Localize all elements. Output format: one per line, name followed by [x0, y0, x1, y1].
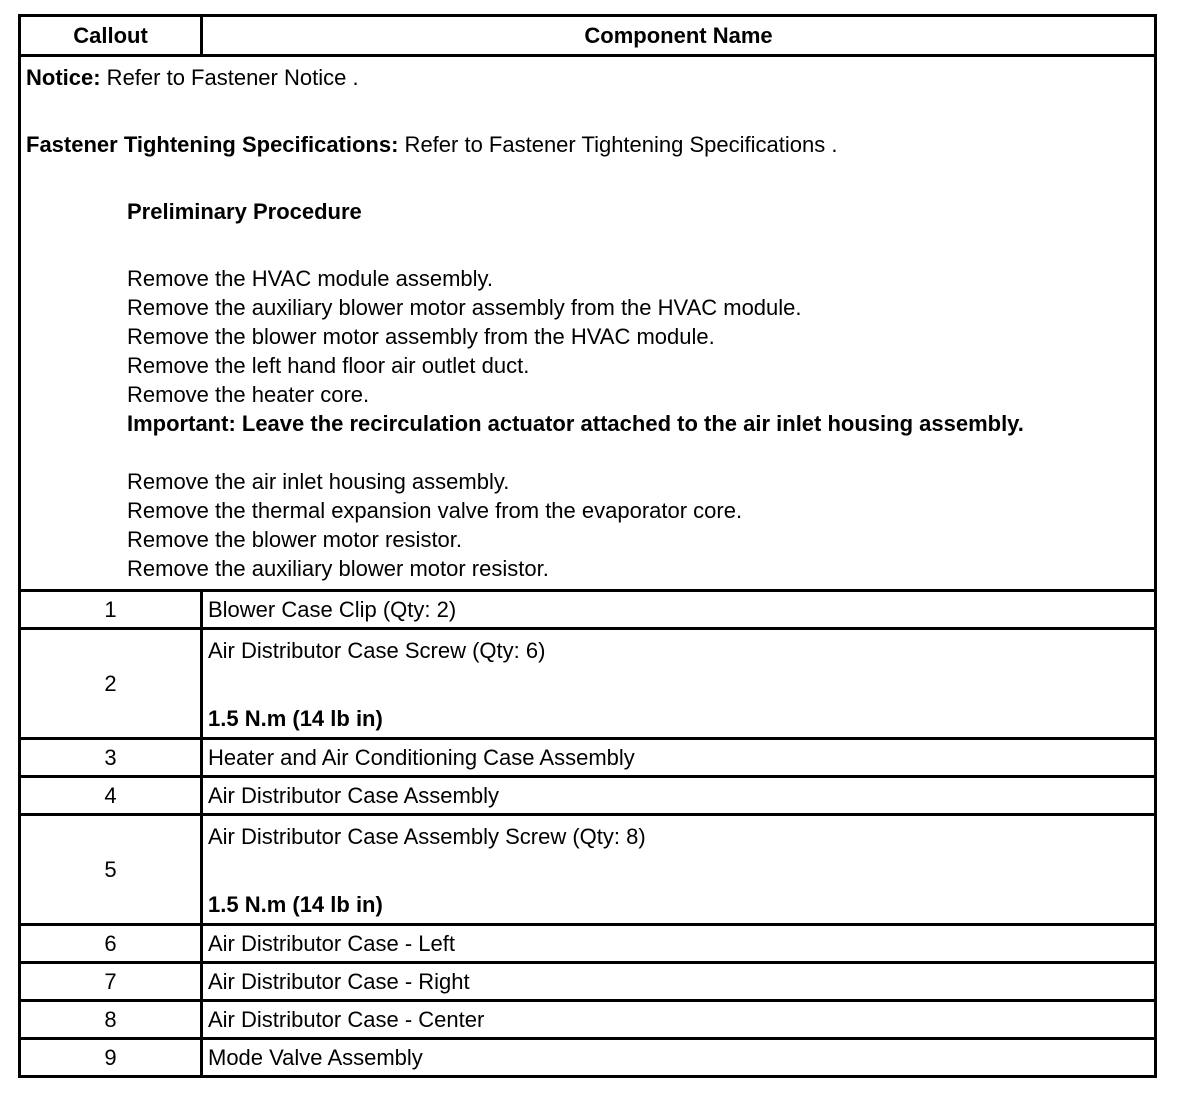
procedure-step: Remove the auxiliary blower motor resistor. [127, 556, 549, 581]
procedure-step: Remove the blower motor resistor. [127, 527, 463, 552]
component-name-cell [202, 629, 1156, 739]
callout-number: 1 [20, 591, 202, 629]
component-name-header: Component Name [202, 16, 1156, 56]
table-row [20, 815, 1156, 925]
notice-label: Notice: [26, 65, 101, 90]
callout-number: 6 [20, 925, 202, 963]
table-row [20, 1001, 1156, 1039]
callout-number: 3 [20, 739, 202, 777]
table-row [20, 925, 1156, 963]
procedure-title: Preliminary Procedure [127, 199, 362, 224]
procedure-step: Remove the heater core. [127, 382, 370, 407]
notice-row [20, 56, 1156, 591]
spec-line [26, 130, 1154, 159]
callout-number: 8 [20, 1001, 202, 1039]
table-row [20, 1039, 1156, 1077]
procedure-step: Remove the auxiliary blower motor assembly from the HVAC module. [127, 295, 802, 320]
component-name: Air Distributor Case Assembly [202, 777, 1156, 815]
component-name: Air Distributor Case - Left [202, 925, 1156, 963]
notice-text: Refer to Fastener Notice . [100, 65, 359, 90]
procedure-step: Remove the air inlet housing assembly. [127, 469, 510, 494]
table-row [20, 963, 1156, 1001]
header-row [20, 16, 1156, 56]
table-row [20, 777, 1156, 815]
important-note: Important: Leave the recirculation actuator attached to the air inlet housing assembly. [127, 411, 1024, 436]
spec-label: Fastener Tightening Specifications: [26, 132, 399, 157]
component-name-cell [202, 815, 1156, 925]
callout-number: 9 [20, 1039, 202, 1077]
torque-spec: 1.5 N.m (14 lb in) [208, 706, 383, 731]
component-name: Air Distributor Case Assembly Screw (Qty: 8) [208, 824, 646, 849]
component-name: Air Distributor Case Screw (Qty: 6) [208, 638, 546, 663]
notice-cell [20, 56, 1156, 591]
component-name: Heater and Air Conditioning Case Assembly [202, 739, 1156, 777]
callout-number: 2 [20, 629, 202, 739]
torque-spec: 1.5 N.m (14 lb in) [208, 892, 383, 917]
component-table [18, 14, 1157, 1078]
spec-text: Refer to Fastener Tightening Specifications . [398, 132, 838, 157]
procedure-step: Remove the left hand floor air outlet duct. [127, 353, 530, 378]
procedure-step: Remove the HVAC module assembly. [127, 266, 493, 291]
procedure-step: Remove the thermal expansion valve from the evaporator core. [127, 498, 743, 523]
notice-line [26, 63, 1154, 92]
callout-number: 4 [20, 777, 202, 815]
table-row [20, 739, 1156, 777]
procedure-step: Remove the blower motor assembly from the HVAC module. [127, 324, 715, 349]
component-name: Air Distributor Case - Center [202, 1001, 1156, 1039]
table-row [20, 629, 1156, 739]
table-row [20, 591, 1156, 629]
callout-number: 5 [20, 815, 202, 925]
component-name: Mode Valve Assembly [202, 1039, 1156, 1077]
component-name: Air Distributor Case - Right [202, 963, 1156, 1001]
component-name: Blower Case Clip (Qty: 2) [202, 591, 1156, 629]
callout-header: Callout [20, 16, 202, 56]
callout-number: 7 [20, 963, 202, 1001]
